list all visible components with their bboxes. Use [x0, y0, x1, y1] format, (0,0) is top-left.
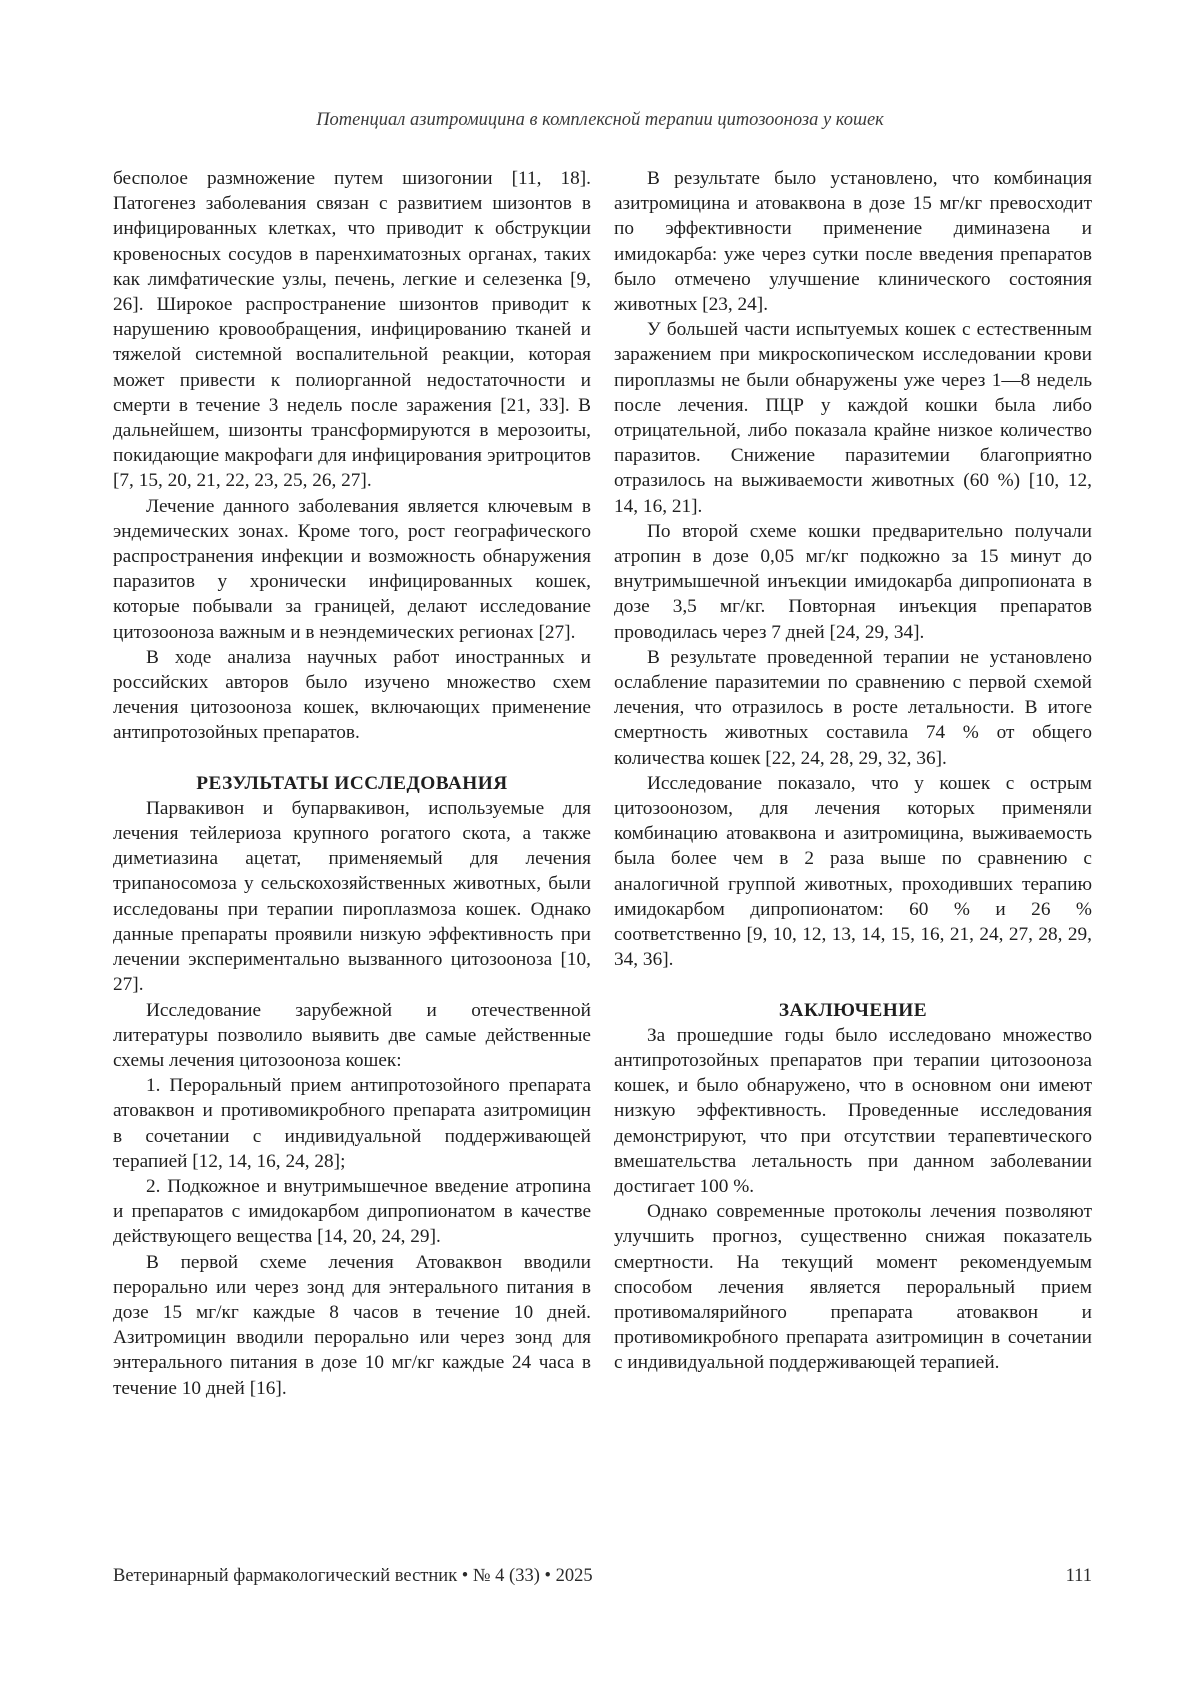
- body-paragraph: В результате проведенной терапии не установлено ослабление паразитемии по сравнению с первой схемой лечения, что отразилось в росте летальности. В итоге смертность животных составила 74 % от общего количества кошек [22, 24, 28, 29, 32, 36].: [614, 646, 1092, 769]
- left-column: [113, 166, 591, 1401]
- body-paragraph: Исследование зарубежной и отечественной литературы позволило выявить две самые действенные схемы лечения цитозооноза кошек:: [113, 999, 591, 1071]
- body-paragraph: По второй схеме кошки предварительно получали атропин в дозе 0,05 мг/кг подкожно за 15 минут до внутримышечной инъекции имидокарба дипропионата в дозе 3,5 мг/кг. Повторная инъекция препаратов проводилась через 7 дней [24, 29, 34].: [614, 520, 1092, 643]
- right-column: [614, 166, 1092, 1376]
- body-paragraph: бесполое размножение путем шизогонии [11, 18]. Патогенез заболевания связан с развитием шизонтов в инфицированных клетках, что приводит к обструкции кровеносных сосудов в паренхиматозных органах, таких как лимфатические узлы, печень, легкие и селезенка [9, 26]. Широкое распространение шизонтов приводит к нарушению кровообращения, инфицированию тканей и тяжелой системной воспалительной реакции, которая может привести к полиорганной недостаточности и смерти в течение 3 недель после заражения [21, 33]. В дальнейшем, шизонты трансформируются в мерозоиты, покидающие макрофаги для инфицирования эритроцитов [7, 15, 20, 21, 22, 23, 25, 26, 27].: [113, 168, 591, 492]
- body-paragraph: Парвакивон и бупарвакивон, используемые для лечения тейлериоза крупного рогатого скота, а также диметиазина ацетат, применяемый для лечения трипаносомоза у сельскохозяйственных животных, были исследованы при терапии пироплазмоза кошек. Однако данные препараты проявили низкую эффективность при лечении экспериментально вызванного цитозооноза [10, 27].: [113, 797, 591, 996]
- body-paragraph: В первой схеме лечения Атоваквон вводили перорально или через зонд для энтерального питания в дозе 15 мг/кг каждые 8 часов в течение 10 дней. Азитромицин вводили перорально или через зонд для энтерального питания в дозе 10 мг/кг каждые 24 часа в течение 10 дней [16].: [113, 1251, 591, 1399]
- body-paragraph: В результате было установлено, что комбинация азитромицина и атоваквона в дозе 15 мг/кг превосходит по эффективности применение диминазена и имидокарба: уже через сутки после введения препаратов было отмечено улучшение клинического состояния животных [23, 24].: [614, 168, 1092, 316]
- body-paragraph: У большей части испытуемых кошек с естественным заражением при микроскопическом исследовании крови пироплазмы не были обнаружены уже через 1—8 недель после лечения. ПЦР у каждой кошки была либо отрицательной, либо показала крайне низкое количество паразитов. Снижение паразитемии благоприятно отразилось на выживаемости животных (60 %) [10, 12, 14, 16, 21].: [614, 319, 1092, 517]
- body-paragraph: Однако современные протоколы лечения позволяют улучшить прогноз, существенно снижая показатель смертности. На текущий момент рекомендуемым способом лечения является пероральный прием противомалярийного препарата атоваквон и противомикробного препарата азитромицин в сочетании с индивидуальной поддерживающей терапией.: [614, 1201, 1092, 1374]
- page-number: 111: [1065, 1566, 1092, 1586]
- body-paragraph: За прошедшие годы было исследовано множество антипротозойных препаратов при терапии цитозооноза кошек, и было обнаружено, что в основном они имеют низкую эффективность. Проведенные исследования демонстрируют, что при отсутствии терапевтического вмешательства летальность при данном заболевании достигает 100 %.: [614, 1024, 1092, 1197]
- body-paragraph: В ходе анализа научных работ иностранных и российских авторов было изучено множество схем лечения цитозооноза кошек, включающих применение антипротозойных препаратов.: [113, 646, 591, 744]
- journal-citation: Ветеринарный фармакологический вестник • № 4 (33) • 2025: [113, 1566, 593, 1586]
- body-paragraph: Исследование показало, что у кошек с острым цитозоонозом, для лечения которых применяли комбинацию атоваквона и азитромицина, выживаемость была более чем в 2 раза выше по сравнению с аналогичной группой животных, проходивших терапию имидокарбом дипропионатом: 60 % и 26 % соответственно [9, 10, 12, 13, 14, 15, 16, 21, 24, 27, 28, 29, 34, 36].: [614, 772, 1092, 971]
- running-header: Потенциал азитромицина в комплексной терапии цитозооноза у кошек: [316, 110, 884, 130]
- list-item: 1. Пероральный прием антипротозойного препарата атоваквон и противомикробного препарата азитромицин в сочетании с индивидуальной поддерживающей терапией [12, 14, 16, 24, 28];: [113, 1075, 591, 1172]
- section-spacer: [614, 973, 1092, 998]
- results-heading: РЕЗУЛЬТАТЫ ИССЛЕДОВАНИЯ: [196, 772, 508, 794]
- conclusion-heading: ЗАКЛЮЧЕНИЕ: [778, 999, 928, 1021]
- section-spacer: [113, 746, 591, 771]
- body-paragraph: Лечение данного заболевания является ключевым в эндемических зонах. Кроме того, рост географического распространения инфекции и возможность обнаружения паразитов у хронически инфицированных кошек, которые побывали за границей, делают исследование цитозооноза важным и в неэндемических регионах [27].: [113, 495, 591, 643]
- list-item: 2. Подкожное и внутримышечное введение атропина и препаратов с имидокарбом дипропионатом в качестве действующего вещества [14, 20, 24, 29].: [113, 1175, 591, 1248]
